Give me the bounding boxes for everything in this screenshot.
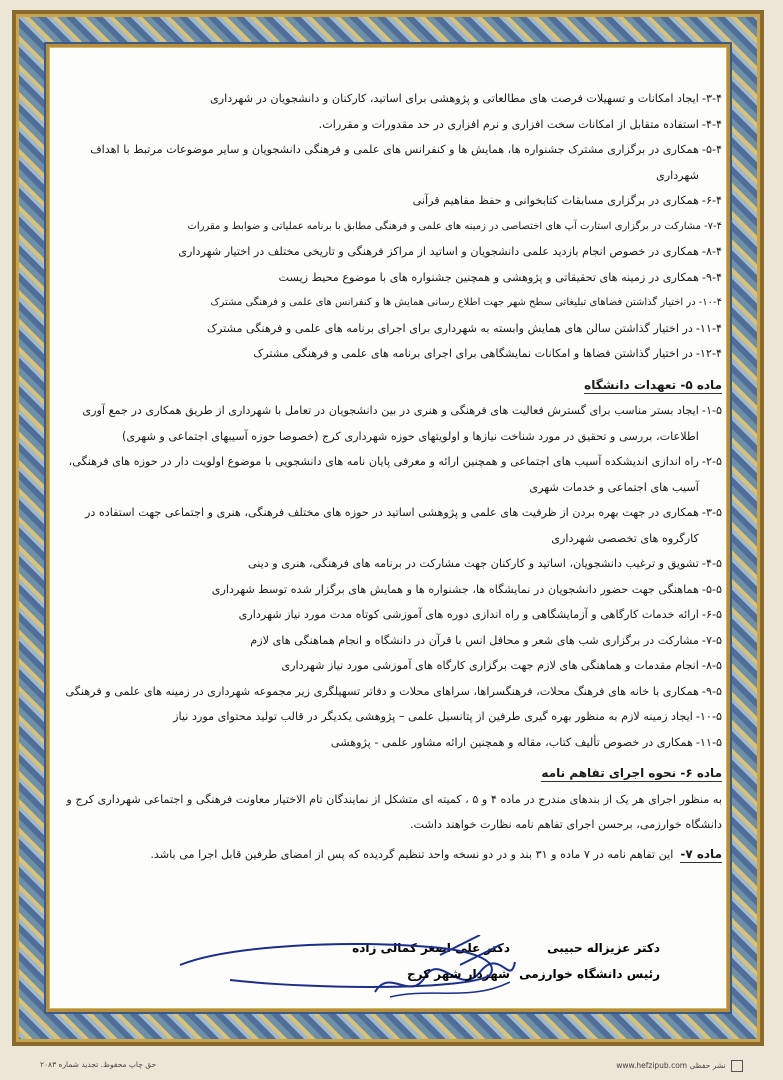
- item-number: ۵-۵-: [701, 582, 722, 596]
- list-item: [62, 500, 722, 551]
- item-number: ۷-۴-: [704, 220, 722, 232]
- section-5-items: [62, 398, 722, 755]
- signatory-name: دکتر عزیزاله حبیبی: [547, 941, 660, 955]
- list-item: [62, 653, 722, 679]
- footer-copyright: حق چاپ محفوظ. تجدید شماره ۲۰۸۳: [40, 1060, 157, 1069]
- list-item: [62, 577, 722, 603]
- item-number: ۶-۴-: [701, 194, 722, 207]
- item-text: همکاری در خصوص تألیف کتاب، مقاله و همچنین ارائه مشاور علمی - پژوهشی: [330, 735, 693, 749]
- item-number: ۲-۵-: [701, 455, 722, 468]
- list-item: [62, 239, 722, 265]
- item-number: ۱۲-۴-: [695, 347, 722, 360]
- list-item: [62, 602, 722, 628]
- list-item: [62, 551, 722, 577]
- section-7-text: این تفاهم نامه در ۷ ماده و ۳۱ بند و در دو نسخه واحد تنظیم گردیده که پس از امضای طرفین قابل اجرا می باشد.: [150, 847, 674, 861]
- item-text: در اختیار گذاشتن سالن های همایش وابسته به شهرداری برای اجرای برنامه های علمی و فرهنگی مشترک: [206, 321, 693, 335]
- item-number: ۱۱-۴-: [695, 321, 722, 335]
- item-text: در اختیار گذاشتن فضاها و امکانات نمایشگاهی برای اجرای برنامه های علمی و فرهنگی مشترک: [253, 347, 693, 360]
- item-text: تشویق و ترغیب دانشجویان، اساتید و کارکنان جهت مشارکت در برنامه های فرهنگی، هنری و دینی: [247, 557, 699, 570]
- item-number: ۵-۴-: [701, 143, 722, 156]
- item-text: ایجاد امکانات و تسهیلات فرصت های مطالعاتی و پژوهشی برای اساتید، کارکنان و دانشجویان در شهرداری: [209, 92, 699, 105]
- item-text: همکاری در برگزاری مشترک جشنواره ها، همایش ها و کنفرانس های علمی و فرهنگی دانشجویان و سایر موضوعات مرتبط با اهداف شهرداری: [90, 143, 699, 182]
- item-text: ارائه خدمات کارگاهی و آزمایشگاهی و راه اندازی دوره های آموزشی کوتاه مدت مورد نیاز شهرداری: [238, 608, 699, 621]
- item-number: ۳-۴-: [701, 92, 722, 105]
- section-7: [62, 842, 722, 868]
- section-4-items: [62, 86, 722, 367]
- item-number: ۴-۵-: [701, 557, 722, 570]
- signatory-name: دکتر علی اصغر کمالی زاده: [352, 941, 510, 955]
- list-item: [62, 316, 722, 342]
- list-item: [62, 449, 722, 500]
- list-item: [62, 628, 722, 654]
- item-number: ۱۱-۵-: [695, 735, 722, 749]
- footer-publisher-text: www.hefzipub.com نشر حفظی: [616, 1061, 726, 1070]
- item-text: انجام مقدمات و هماهنگی های لازم جهت برگزاری کارگاه های آموزشی مورد نیاز شهرداری: [281, 659, 699, 672]
- section-7-heading: ماده ۷-: [680, 846, 722, 861]
- item-text: هماهنگی جهت حضور دانشجویان در نمایشگاه ها، جشنواره ها و همایش های برگزار شده توسط شهرداری: [211, 582, 699, 596]
- section-6-text: به منظور اجرای هر یک از بندهای مندرج در ماده ۴ و ۵ ، کمیته ای متشکل از نمایندگان تام الاختیار معاونت فرهنگی و اجتماعی شهرداری کرج و دانشگاه خوارزمی، برحسن اجرای تفاهم نامه نظارت خواهند داشت.: [66, 792, 722, 831]
- list-item: [62, 188, 722, 214]
- document-body: [62, 86, 722, 1006]
- section-5-heading: ماده ۵- تعهدات دانشگاه: [584, 377, 722, 392]
- item-text: همکاری در خصوص انجام بازدید علمی دانشجویان و اساتید از مراکز فرهنگی و تاریخی مختلف در اختیار شهرداری: [178, 245, 699, 258]
- item-text: مشارکت در برگزاری استارت آپ های اختصاصی در زمینه های علمی و فرهنگی مطابق با برنامه عملیاتی و ضوابط و مقررات: [187, 220, 702, 232]
- list-item: [62, 112, 722, 138]
- item-text: در اختیار گذاشتن فضاهای تبلیغاتی سطح شهر جهت اطلاع رسانی همایش ها و کنفرانس های علمی و فرهنگی مشترک: [210, 297, 696, 308]
- signatory-title: شهردار شهر کرج: [406, 967, 510, 981]
- item-number: ۹-۴-: [701, 270, 722, 284]
- list-item: [62, 290, 722, 316]
- item-text: همکاری در برگزاری مسابقات کتابخوانی و حفظ مفاهیم قرآنی: [412, 194, 699, 207]
- item-text: استفاده متقابل از امکانات سخت افزاری و نرم افزاری در حد مقدورات و مقررات.: [318, 117, 699, 131]
- footer-publisher: [616, 1060, 743, 1072]
- item-number: ۱۰-۵-: [695, 710, 722, 723]
- list-item: [62, 137, 722, 188]
- item-text: همکاری با خانه های فرهنگ محلات، فرهنگسراها، سراهای محلات و دفاتر تسهیلگری زیر مجموعه شهرداری در زمینه های علمی و فرهنگی: [65, 684, 699, 698]
- item-number: ۷-۵-: [701, 633, 722, 647]
- list-item: [62, 265, 722, 291]
- signatory-title: رئیس دانشگاه خوارزمی: [519, 967, 660, 981]
- list-item: [62, 214, 722, 240]
- item-number: ۸-۴-: [701, 245, 722, 258]
- item-number: ۹-۵-: [701, 684, 722, 698]
- list-item: [62, 730, 722, 756]
- item-text: ایجاد بستر مناسب برای گسترش فعالیت های فرهنگی و هنری در بین دانشجویان در تعامل با شهرداری از طریق همکاری در جمع آوری اطلاعات، بررسی و تحقیق در مورد شناخت نیازها و اولویتهای حوزه شهرداری کرج (خصوصا حوزه آسیبهای اجتماعی و شهری): [82, 404, 699, 443]
- item-number: ۴-۴-: [701, 117, 722, 131]
- publisher-logo-icon: [731, 1060, 743, 1072]
- item-number: ۶-۵-: [701, 608, 722, 621]
- list-item: [62, 704, 722, 730]
- item-text: راه اندازی اندیشکده آسیب های اجتماعی و همچنین ارائه و معرفی پایان نامه های دانشجویی با موضوع اولویت دار در حوزه های فرهنگی، آسیب های اجتماعی و خدمات شهری: [68, 455, 699, 494]
- item-number: ۱-۵-: [701, 404, 722, 417]
- item-number: ۸-۵-: [701, 659, 722, 672]
- list-item: [62, 341, 722, 367]
- item-text: همکاری در جهت بهره بردن از ظرفیت های علمی و پژوهشی اساتید در حوزه های مختلف فرهنگی، هنری و اجتماعی جهت استفاده در کارگروه های تخصصی شهرداری: [84, 506, 699, 545]
- item-text: ایجاد زمینه لازم به منظور بهره گیری طرفین از پتانسیل علمی – پژوهشی یکدیگر در قالب تولید محتوای مورد نیاز: [173, 710, 693, 723]
- item-text: مشارکت در برگزاری شب های شعر و محافل انس با قرآن در دانشگاه و انجام هماهنگی های لازم: [250, 633, 699, 647]
- signature-scribble-municipality: [170, 935, 510, 995]
- signature-area: [80, 935, 700, 1025]
- item-number: ۳-۵-: [701, 506, 722, 519]
- list-item: [62, 398, 722, 449]
- section-6-heading: ماده ۶- نحوه اجرای تفاهم نامه: [541, 766, 722, 780]
- list-item: [62, 86, 722, 112]
- page-footer: [0, 1058, 783, 1078]
- item-text: همکاری در زمینه های تحقیقاتی و پژوهشی و همچنین جشنواره های با موضوع محیط زیست: [278, 270, 699, 284]
- list-item: [62, 679, 722, 705]
- item-number: ۱۰-۴-: [698, 297, 722, 308]
